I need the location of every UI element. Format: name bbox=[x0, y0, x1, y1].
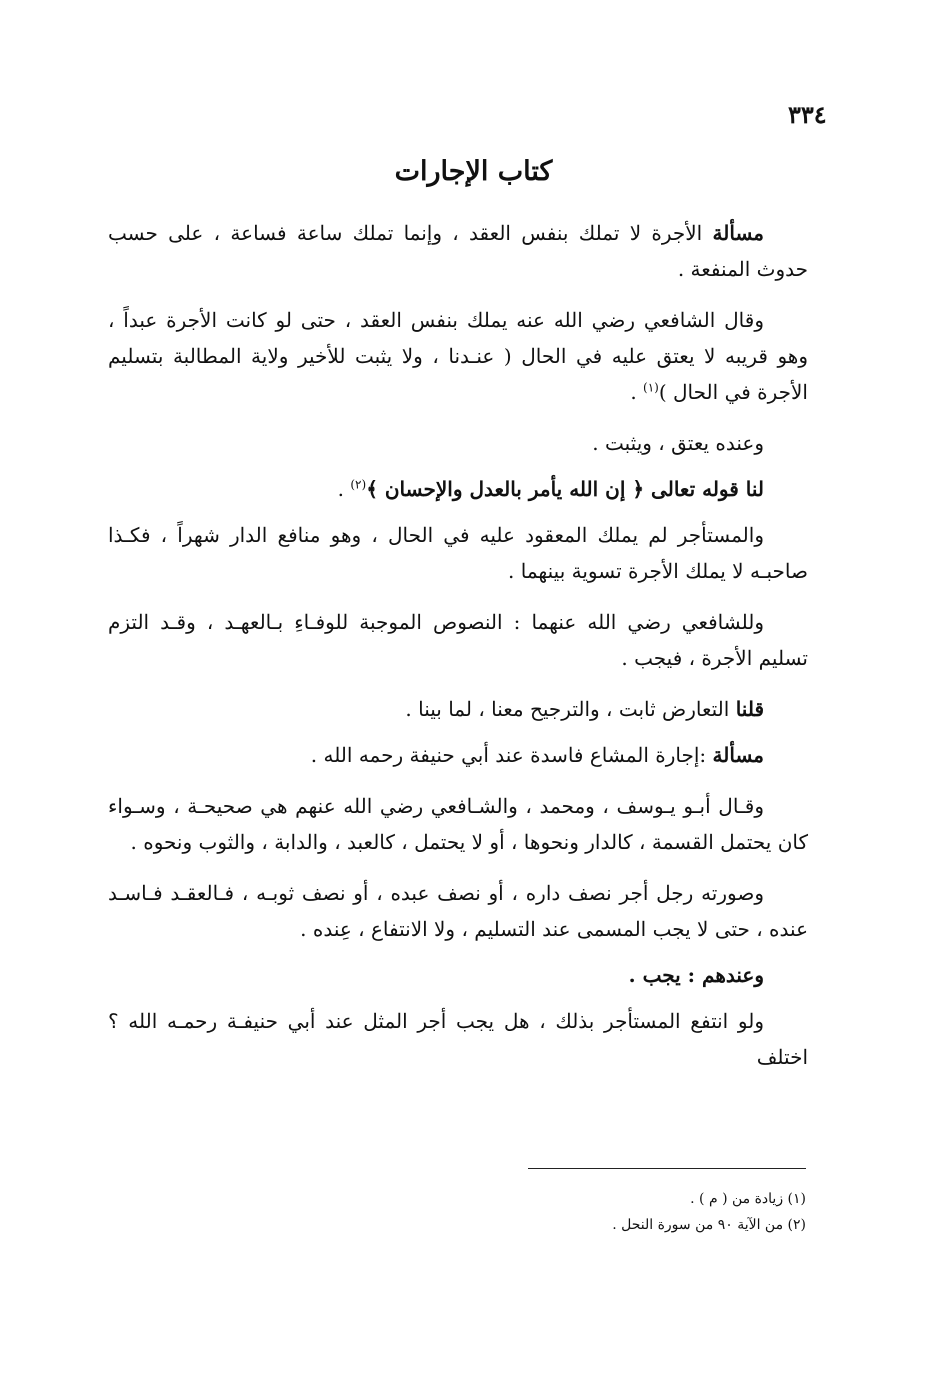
keyword-qulna: قلنا bbox=[735, 697, 764, 721]
paragraph-text: التعارض ثابت ، والترجيح معنا ، لما بينا . bbox=[405, 697, 736, 721]
paragraph-10 bbox=[108, 875, 808, 947]
paragraph-12 bbox=[108, 1003, 808, 1075]
keyword-masala: مسألة bbox=[712, 743, 764, 767]
footnote-separator bbox=[528, 1168, 806, 1169]
paragraph-text: وعنده يعتق ، ويثبت . bbox=[592, 431, 764, 455]
body-text bbox=[108, 215, 808, 1090]
paragraph-8 bbox=[108, 737, 808, 773]
paragraph-2 bbox=[108, 302, 808, 410]
paragraph-text: وقـال أبـو يـوسف ، ومحمد ، والشـافعي رضي الله عنهم هي صحيحـة ، وسـواء كان يحتمل القسمة ، كالدار ونحوها ، أو لا يحتمل ، كالعبد ، والدابة ، والثوب ونحوه . bbox=[108, 794, 808, 854]
paragraph-text: ولو انتفع المستأجر بذلك ، هل يجب أجر المثل عند أبي حنيفـة رحمـه الله ؟ اختلف bbox=[108, 1009, 808, 1069]
paragraph-4 bbox=[108, 471, 808, 507]
paragraph-lead: قوله تعالى bbox=[644, 477, 746, 501]
footnotes bbox=[400, 1186, 806, 1238]
paragraph-11 bbox=[108, 957, 808, 993]
keyword-wa-indahum: وعندهم bbox=[702, 963, 764, 987]
footnote-2: (٢) من الآية ٩٠ من سورة النحل . bbox=[612, 1217, 806, 1233]
paragraph-3 bbox=[108, 425, 808, 461]
keyword-masala: مسألة bbox=[712, 221, 764, 245]
chapter-title: كتاب الإجارات bbox=[394, 156, 553, 187]
paragraph-tail: . bbox=[630, 380, 644, 404]
paragraph-text: الأجرة لا تملك بنفس العقد ، وإنما تملك ساعة فساعة ، على حسب حدوث المنفعة . bbox=[108, 221, 808, 281]
paragraph-text: والمستأجر لم يملك المعقود عليه في الحال ، وهو منافع الدار شهراً ، فكـذا صاحبـه لا يملك الأجرة تسوية بينهما . bbox=[108, 523, 808, 583]
quran-quote: ﴿ إن الله يأمر بالعدل والإحسان ﴾ bbox=[366, 477, 645, 501]
paragraph-9 bbox=[108, 788, 808, 860]
paragraph-1 bbox=[108, 215, 808, 287]
keyword-lana: لنا bbox=[745, 477, 764, 501]
page-number: ٣٣٤ bbox=[788, 100, 827, 129]
paragraph-text: :إجارة المشاع فاسدة عند أبي حنيفة رحمه الله . bbox=[310, 743, 713, 767]
paragraph-text: وصورته رجل أجر نصف داره ، أو نصف عبده ، أو نصف ثوبـه ، فـالعقـد فـاسـد عنده ، حتى لا يجب المسمى عند التسليم ، ولا الانتفاع ، عِنده . bbox=[108, 881, 808, 941]
paragraph-5 bbox=[108, 517, 808, 589]
paragraph-text: : يجب . bbox=[628, 963, 703, 987]
footnote-1: (١) زيادة من ( م ) . bbox=[690, 1191, 806, 1207]
paragraph-text: وللشافعي رضي الله عنهما : النصوص الموجبة للوفـاءِ بـالعهـد ، وقـد التزم تسليم الأجرة ، فيجب . bbox=[108, 610, 808, 670]
footnote-ref-2: (٢) bbox=[350, 477, 367, 492]
paragraph-6 bbox=[108, 604, 808, 676]
footnote-ref-1: (١) bbox=[643, 380, 659, 395]
paragraph-text: وقال الشافعي رضي الله عنه يملك بنفس العقد ، حتى لو كانت الأجرة عبداً ، وهو قريبه لا يعتق عليه في الحال ( عنـدنا ، ولا يثبت للأخير ولاية المطالبة بتسليم الأجرة في الحال ) bbox=[108, 308, 808, 404]
paragraph-7 bbox=[108, 691, 808, 727]
paragraph-tail: . bbox=[337, 477, 351, 501]
